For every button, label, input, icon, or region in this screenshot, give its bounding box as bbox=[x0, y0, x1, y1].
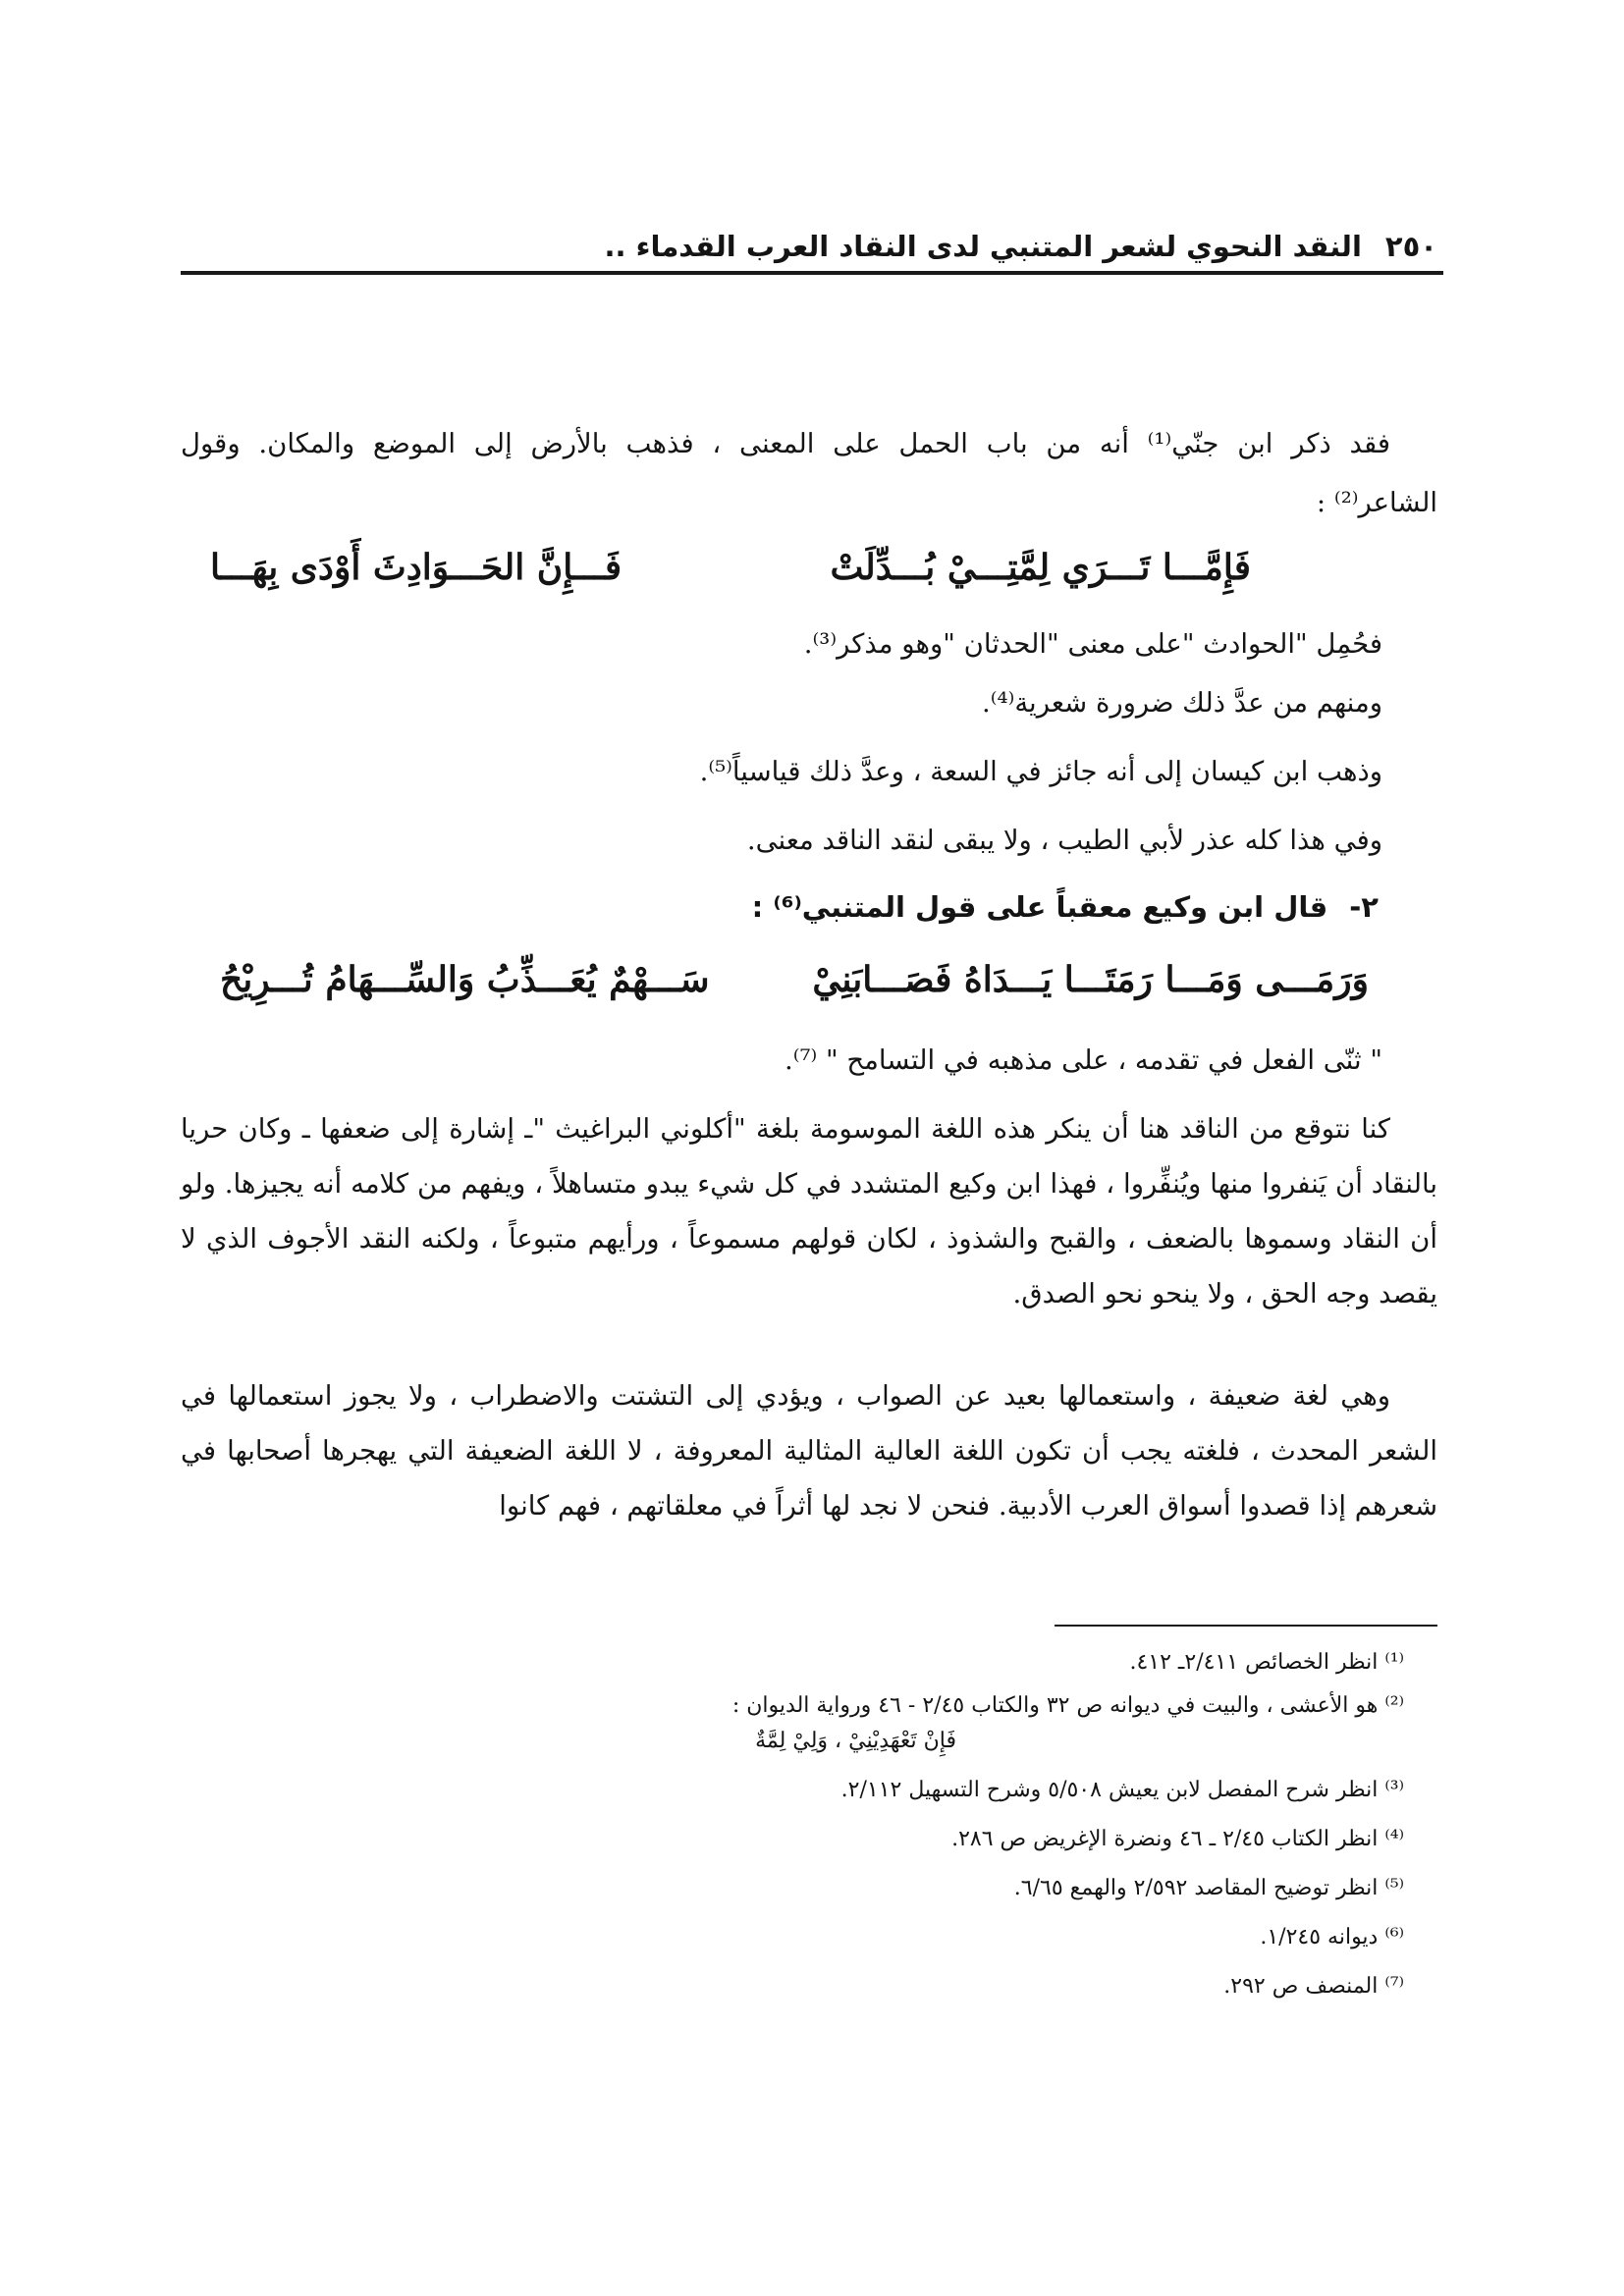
section-number: ٢- bbox=[1349, 890, 1379, 924]
footnote: ⁽⁷⁾ المنصف ص ٢٩٢. bbox=[1223, 1974, 1404, 1999]
footnote: ⁽¹⁾ انظر الخصائص ٢/٤١١ـ ٤١٢. bbox=[1129, 1650, 1404, 1675]
verse-hemistich-second: فَـــإِنَّ الحَـــوَادِثَ أَوْدَى بِهَـــا bbox=[210, 547, 623, 588]
footnote-verse: فَإِنْ تَعْهَدِيْنِيْ ، وَلِيْ لِمَّةٌ bbox=[755, 1729, 956, 1753]
paragraph-line: الشاعر⁽²⁾ : bbox=[1316, 487, 1437, 518]
paragraph-line: فحُمِل "الحوادث "على معنى "الحدثان "وهو مذكر⁽³⁾. bbox=[803, 628, 1382, 660]
paragraph-line: " ثنّى الفعل في تقدمه ، على مذهبه في التسامح " ⁽⁷⁾. bbox=[785, 1044, 1382, 1076]
paragraph-line: وفي هذا كله عذر لأبي الطيب ، ولا يبقى لنقد الناقد معنى. bbox=[746, 825, 1382, 856]
footnote-rule bbox=[1055, 1625, 1437, 1627]
verse-line bbox=[210, 538, 1251, 597]
verse-hemistich-first: فَإِمَّـــا تَـــرَي لِمَّتِـــيْ بُـــدِّلَتْ bbox=[830, 547, 1251, 588]
paragraph-line: فقد ذكر ابن جنّي⁽¹⁾ أنه من باب الحمل على المعنى ، فذهب بالأرض إلى الموضع والمكان. وقول bbox=[181, 428, 1390, 459]
paragraph: وهي لغة ضعيفة ، واستعمالها بعيد عن الصواب ، ويؤدي إلى التشتت والاضطراب ، ولا يجوز استعمالها في الشعر المحدث ، فلغته يجب أن تكون اللغة العالية المثالية المعروفة ، لا اللغة الضعيفة التي يهجرها أصحابها في شعرهم إذا قصدوا أسواق العرب الأدبية. فنحن لا نجد لها أثراً في معلقاتهم ، فهم كانوا bbox=[181, 1380, 1437, 1522]
footnote: ⁽⁴⁾ انظر الكتاب ٢/٤٥ ـ ٤٦ ونضرة الإغريض ص ٢٨٦. bbox=[951, 1827, 1404, 1851]
footnote: ⁽²⁾ هو الأعشى ، والبيت في ديوانه ص ٣٢ والكتاب ٢/٤٥ - ٤٦ ورواية الديوان : bbox=[731, 1693, 1404, 1718]
running-header bbox=[181, 224, 1437, 269]
header-title: النقد النحوي لشعر المتنبي لدى النقاد العرب القدماء .. bbox=[604, 230, 1362, 263]
paragraph-line: وذهب ابن كيسان إلى أنه جائز في السعة ، وعدَّ ذلك قياسياً⁽⁵⁾. bbox=[699, 756, 1382, 787]
verse-hemistich-second: سَـــهْمٌ يُعَـــذِّبُ وَالسِّـــهَامُ تُـــرِيْحُ bbox=[220, 959, 710, 1000]
page-number: ٢٥٠ bbox=[1384, 230, 1437, 263]
verse-hemistich-first: وَرَمَـــى وَمَـــا رَمَتَـــا يَـــدَاهُ فَصَـــابَنِيْ bbox=[812, 959, 1369, 1000]
paragraph: كنا نتوقع من الناقد هنا أن ينكر هذه اللغة الموسومة بلغة "أكلوني البراغيث "ـ إشارة إلى ضعفها ـ وكان حريا بالنقاد أن يَنفروا منها ويُنفِّروا ، فهذا ابن وكيع المتشدد في كل شيء يبدو متساهلاً ، ويفهم من كلامه أنه يجيزها. ولو أن النقاد وسموها بالضعف ، والقبح والشذوذ ، لكان قولهم مسموعاً ، ورأيهم متبوعاً ، ولكنه النقد الأجوف الذي لا يقصد وجه الحق ، ولا ينحو نحو الصدق. bbox=[181, 1113, 1437, 1309]
footnote: ⁽⁶⁾ ديوانه ١/٢٤٥. bbox=[1260, 1925, 1404, 1949]
verse-line bbox=[220, 950, 1369, 1009]
paragraph-line: ومنهم من عدَّ ذلك ضرورة شعرية⁽⁴⁾. bbox=[982, 687, 1382, 719]
footnote: ⁽³⁾ انظر شرح المفصل لابن يعيش ٥/٥٠٨ وشرح التسهيل ٢/١١٢. bbox=[840, 1778, 1404, 1802]
section-heading bbox=[752, 880, 1379, 934]
section-title: قال ابن وكيع معقباً على قول المتنبي⁽⁶⁾ : bbox=[751, 890, 1328, 924]
header-rule bbox=[181, 271, 1443, 275]
footnote: ⁽⁵⁾ انظر توضيح المقاصد ٢/٥٩٢ والهمع ٦/٦٥. bbox=[1013, 1876, 1404, 1900]
